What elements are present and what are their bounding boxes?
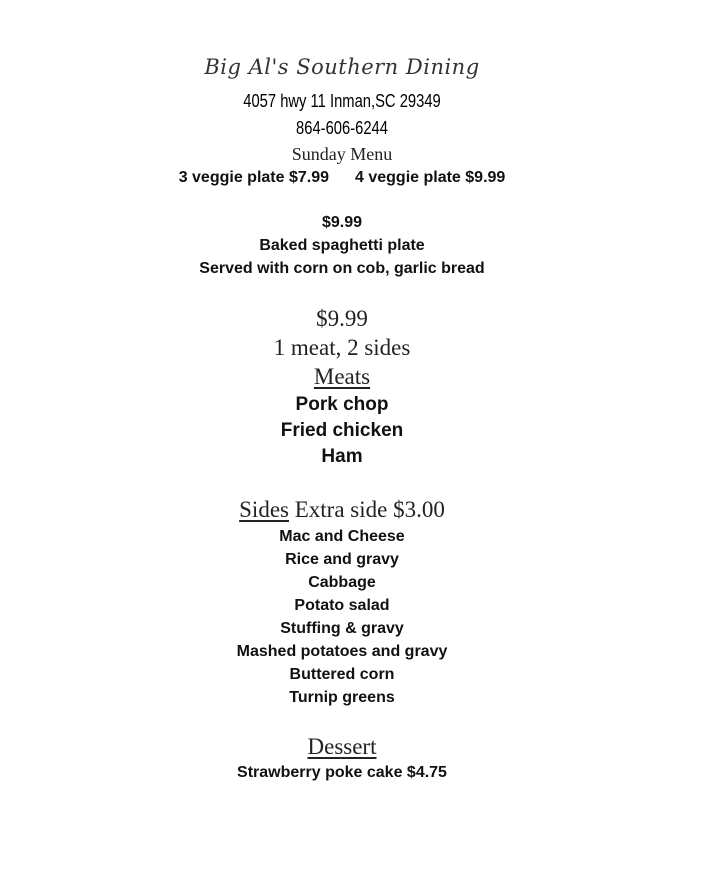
meat-plate-price: $9.99	[316, 306, 368, 331]
side-item: Rice and gravy	[285, 551, 399, 568]
veggie-plate-4: 4 veggie plate $9.99	[355, 169, 506, 186]
spaghetti-name: Baked spaghetti plate	[259, 237, 425, 254]
meats-heading: Meats	[313, 364, 371, 389]
menu-title: Sunday Menu	[291, 144, 393, 164]
meat-plate-description: 1 meat, 2 sides	[273, 335, 411, 360]
extra-side-price: Extra side $3.00	[294, 497, 445, 522]
sides-heading-line	[0, 497, 684, 523]
meat-item: Pork chop	[295, 394, 389, 415]
side-item: Potato salad	[294, 597, 390, 614]
phone-number: 864-606-6244	[296, 118, 388, 138]
side-item: Stuffing & gravy	[280, 620, 404, 637]
side-item: Turnip greens	[289, 689, 395, 706]
side-item: Mac and Cheese	[279, 528, 405, 545]
meat-item: Fried chicken	[280, 420, 404, 441]
sides-heading: Sides	[239, 497, 289, 522]
meat-item: Ham	[321, 446, 363, 467]
veggie-plates-line	[0, 169, 684, 187]
side-item: Cabbage	[308, 574, 376, 591]
side-item: Buttered corn	[289, 666, 395, 683]
address: 4057 hwy 11 Inman,SC 29349	[243, 91, 441, 111]
dessert-item: Strawberry poke cake $4.75	[237, 764, 447, 781]
side-item: Mashed potatoes and gravy	[236, 643, 448, 660]
spaghetti-description: Served with corn on cob, garlic bread	[199, 260, 485, 277]
dessert-heading: Dessert	[307, 734, 377, 759]
veggie-plate-3: 3 veggie plate $7.99	[178, 169, 329, 186]
restaurant-name: Big Al's Southern Dining	[204, 55, 480, 79]
spaghetti-price: $9.99	[321, 214, 363, 231]
